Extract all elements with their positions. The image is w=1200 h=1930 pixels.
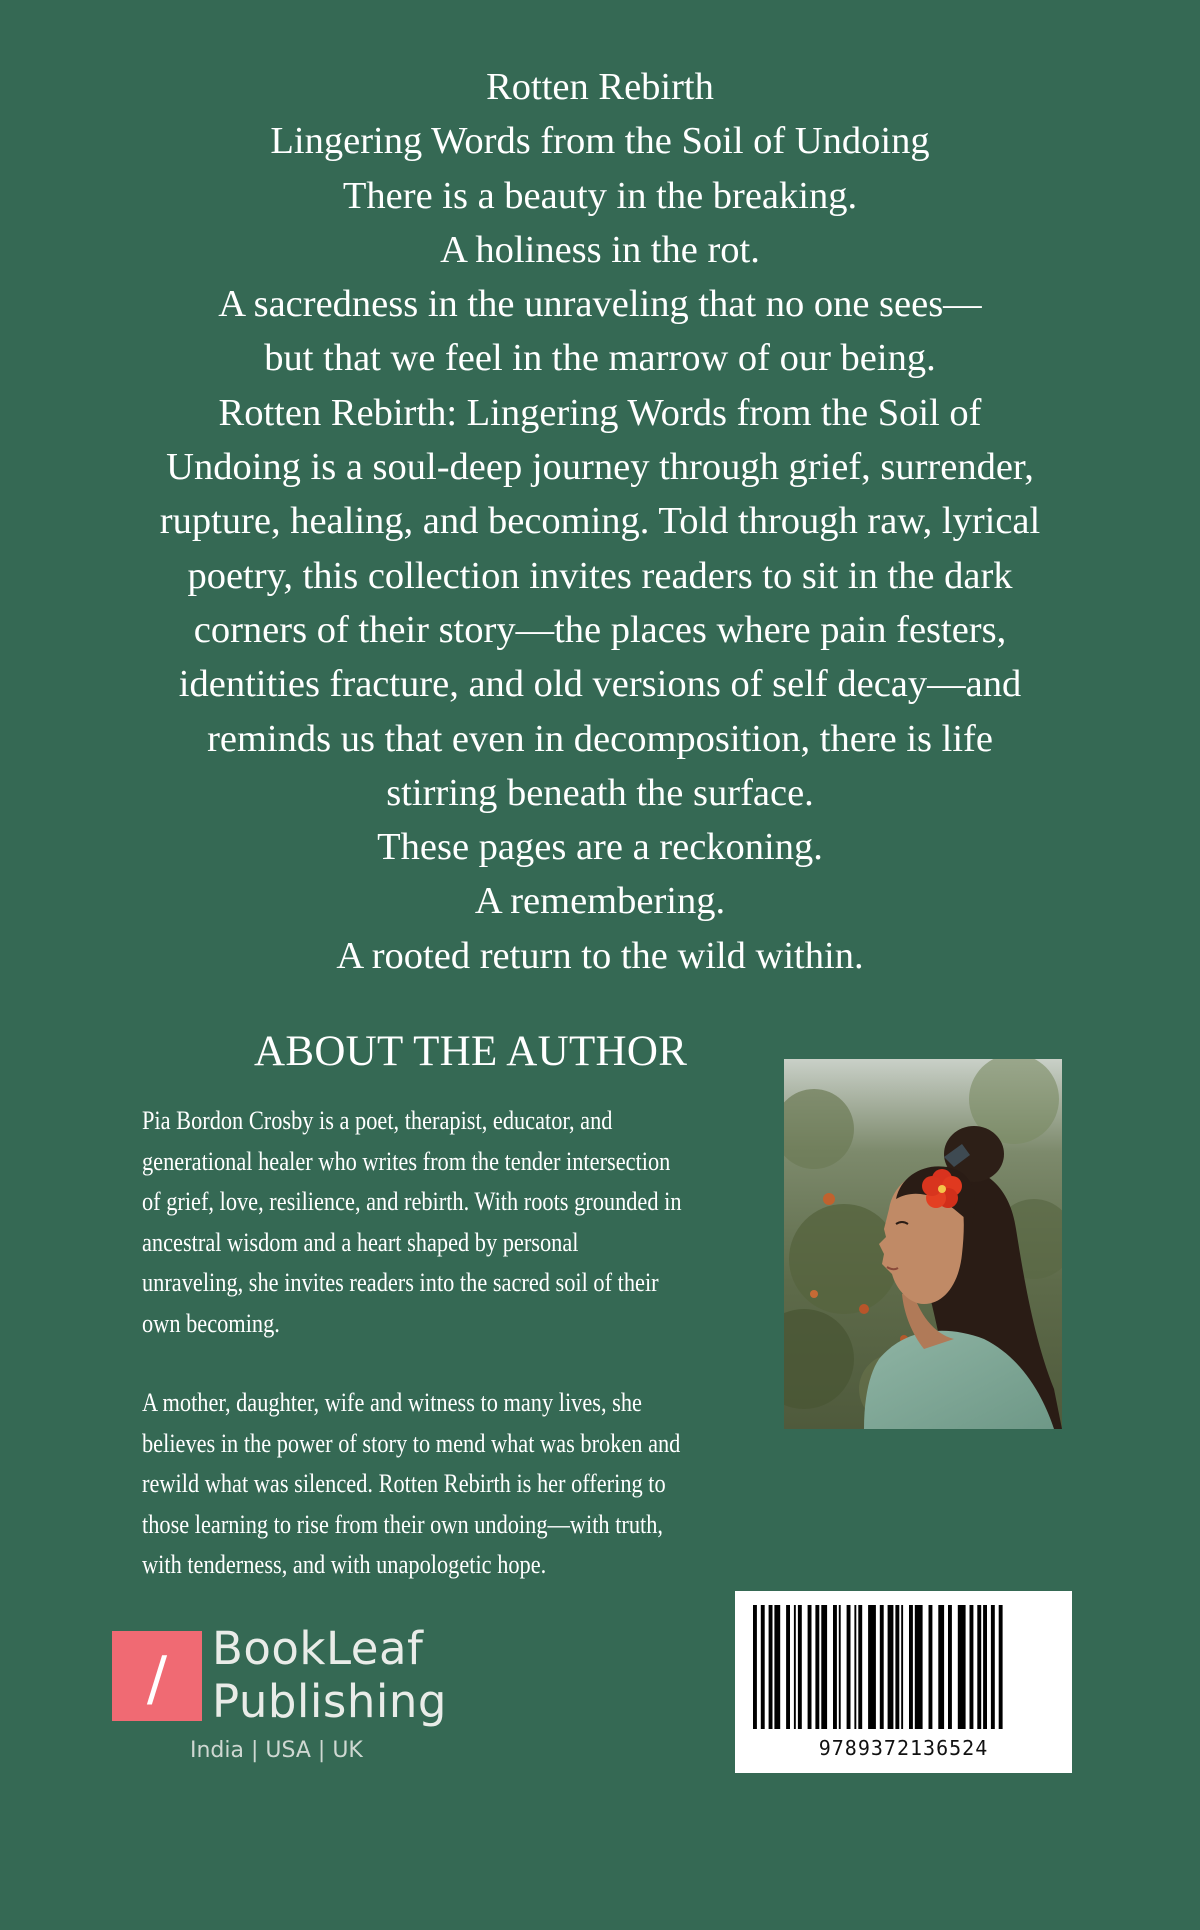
barcode-bar (858, 1605, 862, 1729)
isbn-number: 9789372136524 (818, 1736, 989, 1760)
barcode-bar (798, 1605, 802, 1729)
barcode-bar (948, 1605, 952, 1729)
author-bio-paragraph-1 (142, 1101, 692, 1344)
blurb-line: Rotten Rebirth (486, 66, 714, 108)
book-blurb (100, 60, 1100, 983)
blurb-line: identities fracture, and old versions of self decay—and (178, 663, 1022, 706)
barcode-bar (983, 1605, 987, 1729)
bio-line: of grief, love, resilience, and rebirth. With roots grounded in (142, 1187, 682, 1216)
blurb-line: Lingering Words from the Soil of Undoing (270, 120, 930, 163)
barcode-bar (761, 1605, 765, 1729)
isbn-barcode (735, 1591, 1072, 1773)
publisher-name-line-1: BookLeaf (212, 1622, 424, 1675)
bio-line: rewild what was silenced. Rotten Rebirth is her offering to (142, 1469, 666, 1498)
logo-slash-symbol: / (146, 1644, 168, 1714)
bio-line: believes in the power of story to mend what was broken and (142, 1428, 681, 1458)
barcode-bar (753, 1605, 757, 1729)
author-photo (784, 1059, 1062, 1429)
blurb-line: but that we feel in the marrow of our being. (264, 337, 936, 380)
publisher-regions: India | USA | UK (190, 1738, 363, 1763)
publisher-logo-mark (112, 1631, 202, 1721)
blurb-line: poetry, this collection invites readers to sit in the dark (187, 554, 1013, 597)
barcode-bar (915, 1605, 923, 1729)
bio-line: Pia Bordon Crosby is a poet, therapist, educator, and (142, 1106, 613, 1135)
barcode-bar (839, 1605, 841, 1729)
bio-line: unraveling, she invites readers into the sacred soil of their (142, 1268, 659, 1297)
blurb-line: Rotten Rebirth: Lingering Words from the Soil of (218, 391, 982, 434)
blurb-line: There is a beauty in the breaking. (342, 174, 858, 217)
bio-line: generational healer who writes from the tender intersection (142, 1146, 671, 1176)
barcode-bar (769, 1605, 773, 1729)
publisher-name-line-2: Publishing (212, 1675, 447, 1728)
barcode-bar (854, 1605, 856, 1729)
barcode-bar (991, 1605, 995, 1729)
blurb-line: reminds us that even in decomposition, there is life (207, 717, 993, 760)
barcode-bar (929, 1605, 933, 1729)
bio-line: with tenderness, and with unapologetic hope. (142, 1550, 547, 1579)
barcode-bar (970, 1605, 974, 1729)
about-author-heading: ABOUT THE AUTHOR (254, 1028, 688, 1075)
blurb-line: Undoing is a soul-deep journey through grief, surrender, (166, 446, 1034, 489)
barcode-bar (821, 1605, 827, 1729)
barcode-bar (808, 1605, 812, 1729)
barcode-bar (815, 1605, 819, 1729)
barcode-bar (868, 1605, 876, 1729)
bio-line: ancestral wisdom and a heart shaped by personal (142, 1227, 579, 1257)
blurb-line: A holiness in the rot. (440, 228, 760, 271)
bio-line: own becoming. (142, 1308, 280, 1338)
barcode-bar (895, 1605, 899, 1729)
blurb-line: A remembering. (474, 880, 726, 923)
barcode-bar (999, 1605, 1003, 1729)
bio-line: A mother, daughter, wife and witness to many lives, she (142, 1388, 642, 1417)
barcode-bar (909, 1605, 913, 1729)
blurb-line: stirring beneath the surface. (386, 771, 814, 814)
barcode-bar (847, 1605, 851, 1729)
barcode-bars (749, 1605, 1058, 1733)
blurb-line: A rooted return to the wild within. (336, 934, 864, 977)
blurb-line: A sacredness in the unraveling that no one sees— (218, 283, 982, 326)
publisher-logo-name (212, 1622, 447, 1728)
barcode-bar (901, 1605, 903, 1729)
barcode-bar (938, 1605, 944, 1729)
bio-line: those learning to rise from their own undoing—with truth, (142, 1509, 664, 1539)
barcode-bar (977, 1605, 981, 1729)
barcode-bar (774, 1605, 780, 1729)
barcode-bar (958, 1605, 966, 1729)
author-bio-paragraph-2 (142, 1383, 692, 1586)
barcode-bar (880, 1605, 884, 1729)
barcode-bar (833, 1605, 837, 1729)
blurb-line: These pages are a reckoning. (377, 826, 823, 869)
barcode-bar (794, 1605, 796, 1729)
barcode-bar (888, 1605, 894, 1729)
blurb-line: rupture, healing, and becoming. Told through raw, lyrical (159, 500, 1041, 543)
blurb-line: corners of their story—the places where pain festers, (193, 608, 1007, 651)
barcode-bar (786, 1605, 790, 1729)
